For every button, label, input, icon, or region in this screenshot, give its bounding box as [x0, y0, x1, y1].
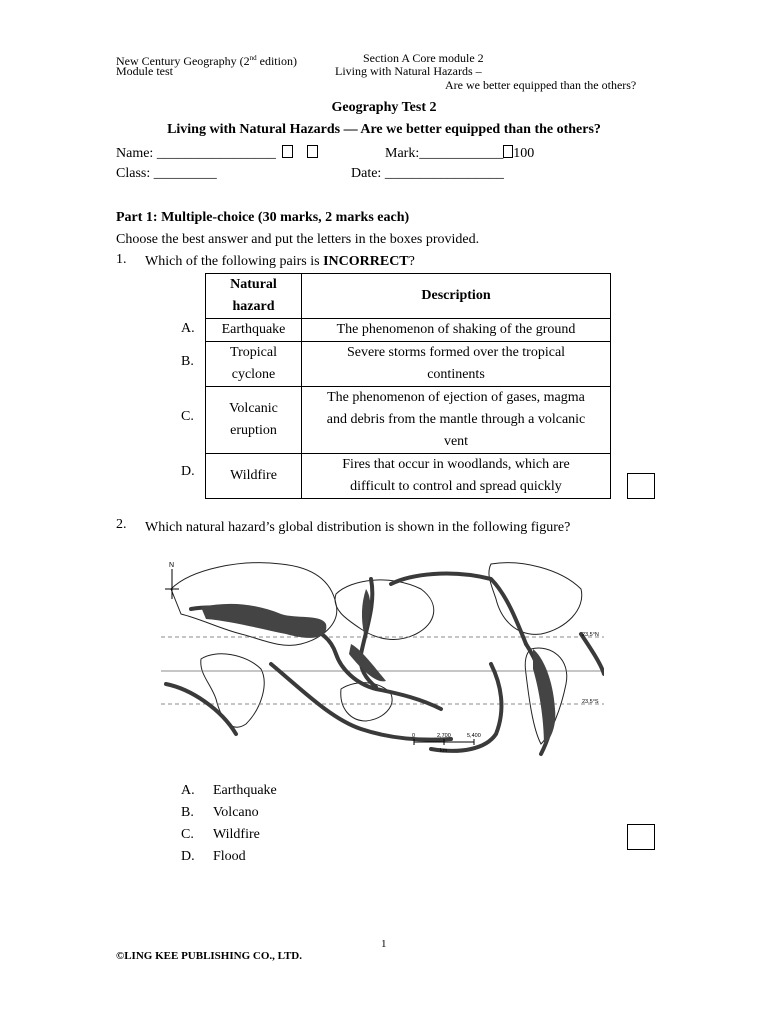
name-field: Name: _________________: [116, 145, 318, 162]
table-header-row: [206, 274, 611, 319]
description-cell: The phenomenon of ejection of gases, magma and debris from the mantle through a volcanic vent: [302, 387, 611, 454]
header-book: New Century Geography (2nd edition): [116, 54, 297, 68]
hazard-cell: Wildfire: [206, 454, 302, 499]
scale-label: 2,700: [437, 733, 451, 739]
description-cell: The phenomenon of shaking of the ground: [302, 319, 611, 342]
north-label: N: [169, 562, 175, 569]
q1-answer-box[interactable]: [627, 473, 655, 499]
part1-heading: Part 1: Multiple-choice (30 marks, 2 marks each): [116, 210, 410, 225]
table-row: [206, 319, 611, 342]
header-module-test: Module test: [116, 64, 173, 78]
q2-option-text: Wildfire: [213, 827, 260, 842]
glyph-box-icon: [307, 145, 318, 158]
hazard-cell: Earthquake: [206, 319, 302, 342]
description-cell: Severe storms formed over the tropical continents: [302, 342, 611, 387]
page-number: 1: [381, 938, 387, 950]
world-map-figure: [161, 549, 604, 761]
mark-field: Mark:____________ 100: [385, 146, 535, 161]
q1-option-letter: A.: [181, 321, 195, 336]
header-topic: Living with Natural Hazards –: [335, 64, 482, 78]
column-header-hazard: Natural hazard: [206, 274, 302, 319]
scale-label: 0: [412, 733, 416, 739]
table-row: [206, 454, 611, 499]
hazard-cell: Tropical cyclone: [206, 342, 302, 387]
tropic-s-label: 23.5°S: [582, 699, 599, 705]
q2-option-text: Volcano: [213, 805, 259, 820]
q2-stem: Which natural hazard’s global distribution is shown in the following figure?: [145, 520, 571, 535]
test-subtitle: Living with Natural Hazards — Are we better equipped than the others?: [167, 122, 601, 137]
description-cell: Fires that occur in woodlands, which are difficult to control and spread quickly: [302, 454, 611, 499]
q2-option-letter: D.: [181, 849, 195, 864]
q1-option-letter: B.: [181, 354, 194, 369]
table-row: [206, 342, 611, 387]
q2-number: 2.: [116, 517, 127, 532]
q1-option-letter: C.: [181, 409, 194, 424]
header-question: Are we better equipped than the others?: [445, 78, 637, 92]
q2-option-letter: B.: [181, 805, 194, 820]
header-section: Section A Core module 2: [363, 51, 484, 65]
q1-stem: Which of the following pairs is INCORRECT?: [145, 254, 415, 269]
scale-unit: km: [440, 748, 448, 754]
q1-option-letter: D.: [181, 464, 195, 479]
tropic-n-label: 23.5°N: [582, 632, 599, 638]
table-row: [206, 387, 611, 454]
q1-number: 1.: [116, 252, 127, 267]
publisher-footer: ©LING KEE PUBLISHING CO., LTD.: [116, 950, 302, 962]
part1-instruction: Choose the best answer and put the letters in the boxes provided.: [116, 232, 480, 247]
q2-option-letter: A.: [181, 783, 195, 798]
date-field: Date: _________________: [351, 166, 504, 181]
class-field: Class: _________: [116, 166, 217, 181]
glyph-box-icon: [503, 145, 513, 158]
test-title: Geography Test 2: [331, 100, 437, 115]
column-header-description: Description: [302, 274, 611, 319]
q2-option-text: Earthquake: [213, 783, 277, 798]
q2-option-text: Flood: [213, 849, 246, 864]
q2-answer-box[interactable]: [627, 824, 655, 850]
glyph-box-icon: [282, 145, 293, 158]
q1-table: [205, 273, 611, 499]
scale-label: 5,400: [467, 733, 481, 739]
hazard-cell: Volcanic eruption: [206, 387, 302, 454]
q2-option-letter: C.: [181, 827, 194, 842]
